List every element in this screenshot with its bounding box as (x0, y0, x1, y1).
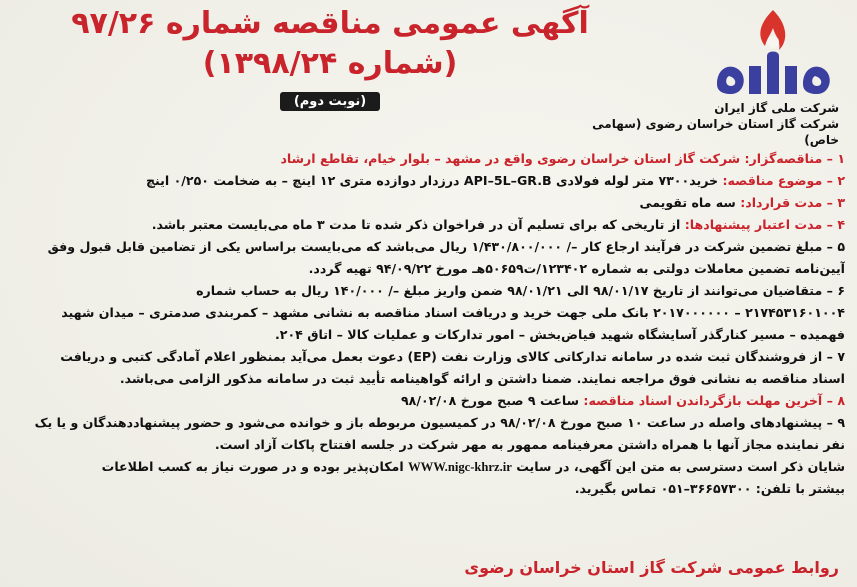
paragraph-10-text-b: امکان‌پذیر بوده و در صورت نیاز به کسب اطلاعات (101, 459, 409, 474)
item-1-label: ۱ – مناقصه‌گزار: (744, 151, 845, 166)
company-name-national: شرکت ملی گاز ایران (714, 101, 839, 115)
paragraph-5-line-1: ۵ – مبلغ تضمین شرکت در فرآیند ارجاع کار –/ ۱/۴۳۰/۸۰۰/۰۰۰ ریال می‌باشد که می‌بایست براساس یکی از تضامین قابل قبول وفق (47, 239, 845, 254)
notice-number: (شماره ۱۳۹۸/۲۴) (202, 46, 458, 81)
item-1-text: شرکت گاز استان خراسان رضوی واقع در مشهد – بلوار خیام، تقاطع ارشاد (280, 151, 745, 166)
item-2-text: خرید۷۳۰۰ متر لوله فولادی API–5L–GR.B درزدار دوازده متری ۱۲ اینچ – به ضخامت ۰/۲۵۰ اینچ (145, 173, 723, 188)
paragraph-10-line-1 (12, 456, 845, 478)
item-2-label: ۲ – موضوع مناقصه: (722, 173, 845, 188)
paragraph-6-line-3: فهمیده – مسیر کنارگذر آسایشگاه شهید فیاض‌بخش – امور تدارکات و عملیات کالا – اتاق ۲۰۴. (274, 327, 845, 342)
item-3-text: سه ماه تقویمی (639, 195, 741, 210)
paragraph-8-label: ۸ – آخرین مهلت بازگرداندن اسناد مناقصه: (583, 393, 845, 408)
paragraph-9-line-2: نفر نماینده مجاز آنها با همراه داشتن معرفینامه ممهور به مهر شرکت در جلسه افتتاح پاکات آزاد است. (214, 437, 845, 452)
paragraph-6-line-1: ۶ – متقاضیان می‌توانند از تاریخ ۹۸/۰۱/۱۷ الی ۹۸/۰۱/۲۱ ضمن واریز مبلغ –/ ۱۴۰/۰۰۰ ریال به حساب شماره (196, 283, 845, 298)
round-badge: (نوبت دوم) (280, 92, 380, 111)
notice-title: آگهی عمومی مناقصه شماره ۹۷/۲۶ (71, 6, 589, 41)
company-name-provincial: شرکت گاز استان خراسان رضوی (سهامی خاص) (592, 117, 839, 147)
item-4 (12, 214, 845, 236)
paragraph-8 (12, 390, 845, 412)
item-4-label: ۴ – مدت اعتبار پیشنهادها: (684, 217, 845, 232)
paragraph-10-line-2: بیشتر با تلفن: ۳۶۶۵۷۳۰۰–۰۵۱ تماس بگیرید. (574, 481, 845, 496)
item-2 (12, 170, 845, 192)
footer-signature: روابط عمومی شرکت گاز استان خراسان رضوی (464, 558, 839, 577)
paragraph-7-line-2: اسناد مناقصه به نشانی فوق مراجعه نمایند. ضمنا داشتن و ارائه گواهینامه تأیید ثبت در سامانه مذکور الزامی می‌باشد. (119, 371, 845, 386)
website-link[interactable]: WWW.nigc-khrz.ir (408, 460, 512, 474)
paragraph-5-line-2: آیین‌نامه تضمین معاملات دولتی به شماره ۱۲۳۴۰۲/ت۵۰۶۵۹هـ مورخ ۹۴/۰۹/۲۲ تهیه گردد. (308, 261, 845, 276)
paragraph-6-line-2: ۲۱۷۴۵۳۱۶۰۱۰۰۴ – ۲۰۱۷۰۰۰۰۰۰ بانک ملی جهت خرید و دریافت اسناد مناقصه به نشانی مشهد – کمربندی صدمتری – میدان شهید (61, 305, 845, 320)
item-4-text: از تاریخی که برای تسلیم آن در فراخوان ذکر شده تا مدت ۳ ماه می‌بایست معتبر باشد. (151, 217, 685, 232)
header (10, 4, 847, 147)
paragraph-9-line-1: ۹ – پیشنهادهای واصله در ساعت ۱۰ صبح مورخ ۹۸/۰۲/۰۸ در کمیسیون مربوطه باز و خوانده می‌شود و حضور پیشنهاددهندگان و یا یک (34, 415, 845, 430)
paragraph-7-line-1: ۷ – از فروشندگان ثبت شده در سامانه تدارکاتی کالای وزارت نفت (EP) دعوت بعمل می‌آید بمنظور اعلام آمادگی کتبی و دریافت (60, 349, 845, 364)
paragraph-10-text-a: شایان ذکر است دسترسی به متن این آگهی، در سایت (511, 459, 845, 474)
notice-body (12, 148, 845, 500)
item-1 (12, 148, 845, 170)
company-block (579, 100, 839, 148)
item-3-label: ۳ – مدت قرارداد: (740, 195, 845, 210)
item-3 (12, 192, 845, 214)
nigc-flame-logo-icon (707, 6, 839, 102)
title-block (70, 4, 590, 111)
paragraph-8-text: ساعت ۹ صبح مورخ ۹۸/۰۲/۰۸ (401, 393, 584, 408)
